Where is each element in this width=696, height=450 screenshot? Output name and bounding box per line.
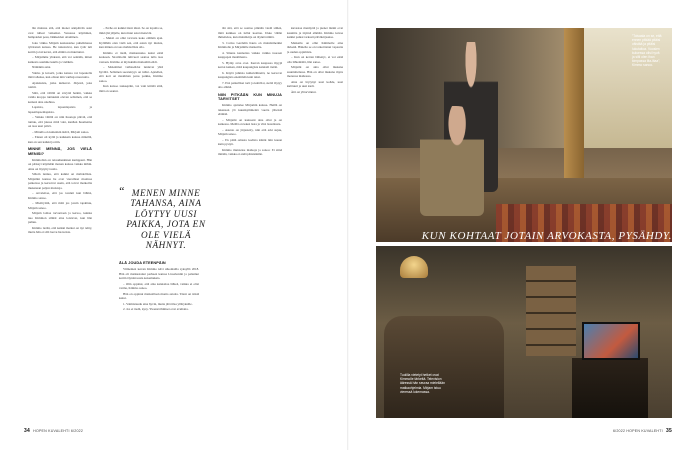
paragraph: – Olin oppinut, että aina kannattaa lähteä, vaikka ei olisi varma, Kimmo sanoo. <box>119 281 199 291</box>
subheading: MINNE MENNÄ, JOS VIELÄ MENISI? <box>28 147 92 156</box>
paragraph: 2. Jos et tiedä, kysy. Yleensä ihmiset ovat avuliaita. <box>123 307 189 312</box>
paragraph: Viimeinen kerran Kimmo kävi ulkomailla syksyllä 2018. Hän oli matkustanut perheen kanssa Lissaboniin ja palannut kotiin täynnä uusia kokemuksia. <box>119 267 199 281</box>
paragraph: Kimmollan on reissuhenkinen kumppani. Hän on päässyt käymään monen kanssa vaikka mihin. Aina on löytynyt uutta. <box>28 157 92 171</box>
paragraph: – Mirjamme yhdessä, että vot sentään, miten kaikesta saamme kuulla ja vieläkin. <box>28 55 92 64</box>
paragraph: kuvastaa mennyttä ja pienet mökit ovat kauniita ja täynnä elämää. Kimmo kuvaa kaikki paikat tarkasti päiväkirjaansa. <box>287 26 343 39</box>
paragraph: – Mirjami on kanssani aina ollut ja on kaikessa. Meillä on kaksi lasta ja viisi lastenlasta. <box>218 117 282 127</box>
paragraph: – Mietityttää, että mitä jos jotain tapahtuu, Mirjam sanoo. <box>28 201 92 210</box>
paragraph: Äiti on ylitarvinnut. <box>291 89 317 94</box>
paragraph: Siitä, että välillä on sävyttä hetkiä, vaikka vanha kroppa tuntuukin olevan sellainen, että se kerkesi aina unohtua. <box>28 90 92 104</box>
quote-mark-icon: “ <box>118 184 125 198</box>
paragraph: län muistaa sitä, että monet arkipäivän asiat ovat tulleet vaikeiksi. Vessassa käyminen, hampaiden pesu, lääkkeiden ottaminen. <box>28 26 92 39</box>
article-column-3b <box>287 26 343 416</box>
paragraph: Nämäkin asiat. <box>32 65 52 69</box>
magazine-name: HOPEN KUVALEHTI 6/2022 <box>33 429 84 433</box>
paragraph: Kun katsoo taaksepäin, voi vain kiittää siitä, mitä on saanut. <box>99 84 163 93</box>
paragraph: – Asunto on järjestetty, niin että arki sujuu, Mirjam sanoo. <box>218 127 282 137</box>
paragraph: tää sitä, että se saattaa pitkään viedä siihen, mitä kaikkea on tullut koettua. Ukko vähän ihmettelee, kun muistikirja on täynnä nimiä. <box>218 26 282 39</box>
paragraph: Vaimo ja kaverit, jotka kanssa voi lupeutella mitä tahansa, kun ollaan niin vanhoja nuoruutta. <box>28 70 92 79</box>
paragraph: 5. Hymy avaa ovet. Kerran kaupassa myyjä kertoi kaiken, mitä kaupungista kannatti tietää. <box>218 60 282 69</box>
paragraph: – Minulla on kuitenkin ikävä, Mirjam sanoo. <box>32 129 90 134</box>
photo-couple-on-sofa <box>376 28 672 242</box>
photo-caption-bottom: Tuolilla vietetyt hetket ovat Kimmolle tärkeitä. Television ääressä hän seuraa mielellään matkaohjelmia. Mirjam istuu vieressä lukemassa. <box>400 373 445 394</box>
paragraph: 7. Etsi paikalliset torit ja kahvilat, sieltä löytyy aito elämä. <box>218 80 282 89</box>
paragraph: – Vaikka välillä on niin huonoja päiviä, että tuntuu, että jaksaa mitä vain, kunhan huomenna on taas uusi päivä. <box>28 115 92 128</box>
armchair <box>384 316 504 418</box>
paragraph: Kimmo ei tiedä, matkustaako kaksi enää koskaan. Strombolin tulivuori saattaa tulla taas vastaan. Kimmo ei myöskään matkoihin ehdi. <box>99 50 163 64</box>
paragraph: Aina on löytynyt uusi kohde, uusi kulttuuri ja uusi kieli. <box>287 79 343 88</box>
footer-right <box>613 428 674 434</box>
article-column-1 <box>28 26 92 416</box>
paragraph: Mirjam laittaa tarvarnaan ja kertoo, kuinka nuo Kimmon silmät aina loistavat, kun hän puhuu. <box>28 211 92 225</box>
photo-headline: KUN KOHTAAT JOTAIN ARVOKASTA, PYSÄHDY. <box>421 230 672 242</box>
magazine-name: 6/2022 HOPEN KUVALEHTI <box>612 429 663 433</box>
subheading: ÄLÄ JOUDA ETEENPÄIN <box>119 261 166 265</box>
photo-caption-top: ”Toisaala on se, että ennen pitkää pitäisi väistää ja pitäisi lukutaitoa. Vuosien kuluessa olisi hyvä ja silti olen ihan kimpassa ilta-iltaa”, Kimmo sanoo. <box>632 34 662 68</box>
article-column-3 <box>218 26 282 416</box>
paragraph: Kimmo tietää, että kaikki matkat on nyt tehty, mutta hän ei silti luovu haaveista. <box>28 225 92 235</box>
paragraph: – Molemmat vaihtoehdot tuntuvat yhtä hyviltä. Sellainen seesteisyys on tullut. Ajatellen, että koti on maailman paras paikka, Kimmo sanoo. <box>99 65 163 83</box>
paragraph: – Muisti on ollut tarvasta koko elämän ajan. Kyllähän olen vielä sen, että autan nyt muista, kun minun on taas mahdollista olla. <box>99 36 163 49</box>
paragraph: Kimmo muistelee matkoja ja sanoo: Ei siinä mitään, vaikka ei enää pääsisikään. <box>218 147 282 157</box>
paragraph: Joka viikko Mirjam keskustelee puhelimessa tyttärensä kanssa. He tutustuivat, kun tytär tuli kotiin ja isä kertoi, että elämä on muuttunut. <box>28 40 92 54</box>
tv-icon <box>582 322 640 360</box>
article-column-2 <box>99 26 163 176</box>
paragraph: Lapsista, lapsenlapsista ja lapsenlapsenlapsista. <box>28 105 92 114</box>
paragraph: – Ennen oli kyllä ja kaikkein kanssa mökillä, kun on sen kaikki ja niin. <box>28 135 92 144</box>
paragraph: 3. Carlos Gardelin hauta on muistinmerkki Kimmolle ja Mirjamille matkoilta. <box>218 40 282 49</box>
footer-left <box>22 428 83 434</box>
paragraph: – Kun on kerran lähtenyt, ei voi enää olla lähtemättä, hän sanoo. <box>287 55 343 64</box>
woman-figure <box>420 106 484 216</box>
subheading: NIIN PITKÄÄN KUN MINUJA TARVITSET <box>218 92 282 102</box>
paragraph: Silloin tuntuu, että kaikki on mahdollista. Mirjamin kanssa he ovat vierailleet monissa paikoissa ja kertoivat usein, että toivat matkoilta mukanaan paljon muistoja. <box>28 172 92 190</box>
paragraph: Matkailu on ollut Kimmolle aina tärkeää. Hänelle se on tarkoittanut vapautta ja uuden oppimista. <box>287 40 343 54</box>
paragraph: – En pitää omasta kodista kiinni niin kauan kuin pystyn. <box>218 137 282 147</box>
pull-quote: MENEN MINNE TAHANSA, AINA LÖYTYY UUSI PAIKKA, JOTA EN OLE VIELÄ NÄHNYT. <box>126 188 206 251</box>
paragraph: Mirjami on aina ollut mukana suunnittelussa. Hän on ollut mukana myös monessa matkassa. <box>287 65 343 78</box>
page-number: 35 <box>666 428 672 434</box>
paragraph: Ajatuksista, jotka kulkevat. Järjestä, joka toimii. <box>28 80 92 89</box>
paragraph: – Arvelettaa, että jos totanni kun lähtisi, Kimmo sanoo. <box>28 191 92 200</box>
lamp-icon <box>400 256 428 278</box>
page-gutter <box>347 0 349 450</box>
paragraph: Hän on oppinut matkoillaan monia asioita. Tässä on niistä kaksi. <box>119 291 199 301</box>
paragraph: Kimmo ajattelee Mirjamin kanssa. Heillä on takanaan yli kuusikymmentä vuotta yhteistä elämää. <box>218 103 282 117</box>
article-column-4 <box>119 258 199 416</box>
paragraph: 6. Käytä julkisia kulkuvälineitä, ne kertovat kaupungista enemmän kuin taksi. <box>218 70 282 79</box>
paragraph: 4. Sinuna kannattaa vaikka vaikka tuoreen kauppojen maailmasta. <box>218 50 282 59</box>
page-number: 34 <box>24 428 30 434</box>
paragraph: 1. Valmistaudu aina hyvin, mutta jätä tilaa yllätyksille. <box>123 301 193 306</box>
paragraph: – Perhe on kaikki tässä iässä. Se on lopulta se, mikä jää jäljelle, kun muut asiat menevät. <box>99 26 163 35</box>
